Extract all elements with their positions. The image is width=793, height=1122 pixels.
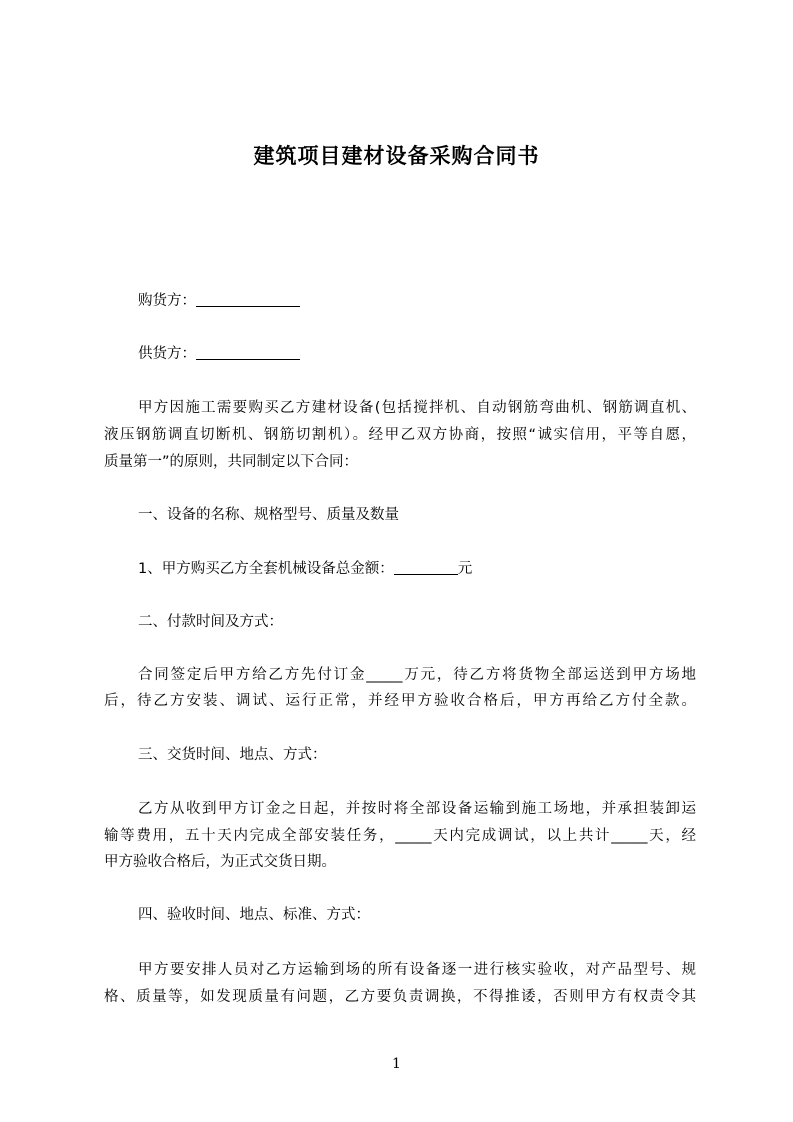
section-1-heading: 一、设备的名称、规格型号、质量及数量 [138,507,399,523]
delivery-line-1: 乙方从收到甲方订金之日起，并按时将全部设备运输到施工场地，并承担装卸运 [138,801,696,817]
payment-line-1: 合同签定后甲方给乙方先付订金_____万元，待乙方将货物全部运送到甲方场地 [138,667,696,683]
acceptance-line-1: 甲方要安排人员对乙方运输到场的所有设备逐一进行核实验收，对产品型号、规 [138,962,696,978]
intro-line-3: 质量第一”的原则，共同制定以下合同： [104,454,359,470]
total-amount-blank [394,560,458,575]
supplier-label: 供货方： [138,346,196,362]
section-2-heading: 二、付款时间及方式： [138,614,283,630]
acceptance-line-2: 格、质量等，如发现质量有问题，乙方要负责调换，不得推诿，否则甲方有权责令其 [104,989,696,1005]
buyer-label: 购货方： [138,293,196,309]
document-title: 建筑项目建材设备采购合同书 [253,144,540,168]
section-4-heading: 四、验收时间、地点、标准、方式： [138,907,370,923]
delivery-line-2: 输等费用，五十天内完成全部安装任务，_____天内完成调试，以上共计_____天，经 [104,828,696,844]
page-number: 1 [392,1056,401,1072]
supplier-blank [196,345,300,360]
supplier-line [104,344,696,364]
item-1-text: 1、甲方购买乙方全套机械设备总金额： [138,561,394,577]
delivery-line-3: 甲方验收合格后，为正式交货日期。 [104,854,336,870]
item-1-unit: 元 [457,561,473,577]
intro-line-1: 甲方因施工需要购买乙方建材设备(包括搅拌机、自动钢筋弯曲机、钢筋调直机、 [138,400,696,416]
payment-line-2: 后，待乙方安装、调试、运行正常，并经甲方验收合格后，甲方再给乙方付全款。 [104,693,696,709]
intro-line-2: 液压钢筋调直切断机、钢筋切割机）。经甲乙双方协商，按照“诚实信用，平等自愿， [104,427,696,443]
buyer-line [104,291,696,311]
section-3-heading: 三、交货时间、地点、方式： [138,747,327,763]
item-1-line [104,559,696,579]
buyer-blank [196,292,300,307]
